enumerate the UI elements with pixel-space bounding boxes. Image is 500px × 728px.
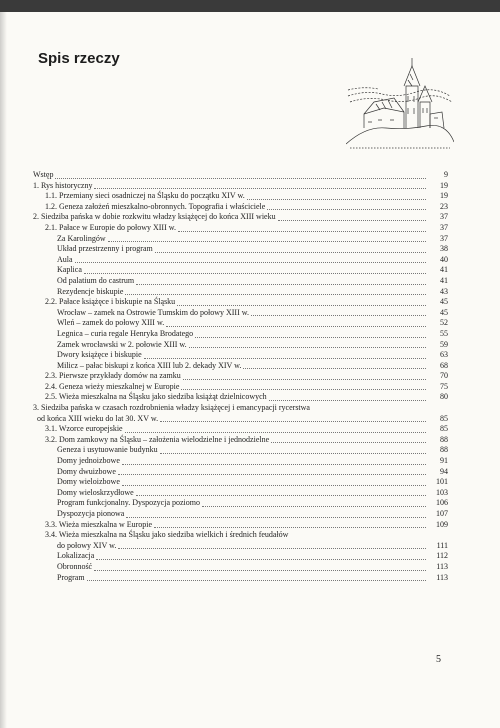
toc-entry[interactable] [33, 435, 448, 446]
toc-entry[interactable] [33, 212, 448, 223]
toc-entry-title: Za Karolingów [33, 234, 108, 245]
toc-entry[interactable] [33, 488, 448, 499]
toc-entry[interactable] [33, 191, 448, 202]
toc-entry-title: Legnica – curia regale Henryka Brodatego [33, 329, 195, 340]
toc-leader-dots [160, 420, 426, 422]
toc-entry-title: do połowy XIV w. [33, 541, 118, 552]
toc-leader-dots [94, 569, 426, 571]
toc-leader-dots [267, 208, 426, 210]
toc-entry-page: 45 [440, 297, 448, 307]
toc-entry-page: 80 [440, 392, 448, 402]
toc-leader-dots [177, 304, 426, 306]
toc-entry-page: 19 [440, 180, 448, 190]
toc-leader-dots [144, 357, 426, 359]
toc-entry[interactable] [33, 361, 448, 372]
toc-leader-dots [84, 272, 426, 274]
toc-entry-title: Milicz – pałac biskupi z końca XIII lub 2. dekady XIV w. [33, 361, 243, 372]
toc-entry[interactable] [33, 445, 448, 456]
toc-entry-page: 37 [440, 233, 448, 243]
toc-entry-page: 43 [440, 286, 448, 296]
toc-entry-title: Lokalizacja [33, 551, 96, 562]
toc-leader-dots [243, 367, 426, 369]
toc-entry-page: 40 [440, 254, 448, 264]
toc-entry-page: 23 [440, 201, 448, 211]
toc-leader-dots [155, 251, 426, 253]
toc-entry-page: 85 [440, 413, 448, 423]
toc-entry-page: 113 [436, 561, 448, 571]
toc-entry[interactable] [33, 202, 448, 213]
toc-entry[interactable] [33, 287, 448, 298]
toc-entry-title: Dyspozycja pionowa [33, 509, 126, 520]
toc-entry-title: Układ przestrzenny i program [33, 244, 155, 255]
toc-leader-dots [55, 177, 426, 179]
toc-entry-page: 112 [436, 551, 448, 561]
toc-entry-title: Wleń – zamek do połowy XIII w. [33, 318, 166, 329]
toc-entry-page: 9 [444, 170, 448, 179]
toc-entry-page: 45 [440, 307, 448, 317]
toc-entry-page: 103 [436, 487, 448, 497]
toc-leader-dots [108, 240, 426, 242]
toc-entry-title: Domy jednoizbowe [33, 456, 122, 467]
toc-entry[interactable] [33, 181, 448, 192]
toc-entry-title: Domy wieloizbowe [33, 477, 122, 488]
toc-entry[interactable] [33, 318, 448, 329]
toc-entry-title: 3.3. Wieża mieszkalna w Europie [33, 520, 154, 531]
toc-entry[interactable] [33, 551, 448, 562]
toc-entry-page: 68 [440, 360, 448, 370]
toc-entry[interactable] [33, 255, 448, 266]
toc-entry-title: 2.2. Pałace książęce i biskupie na Śląsku [33, 297, 177, 308]
toc-entry-page: 37 [440, 212, 448, 222]
toc-entry[interactable] [33, 498, 448, 509]
toc-entry-page: 101 [436, 477, 448, 487]
toc-entry-title: Program funkcjonalny. Dyspozycja poziomo [33, 498, 202, 509]
page-gutter-shadow [0, 12, 7, 728]
toc-entry-title: 1.2. Geneza założeń mieszkalno-obronnych. Topografia i właściciele [33, 202, 267, 213]
toc-entry-page: 59 [440, 339, 448, 349]
toc-entry[interactable] [33, 308, 448, 319]
toc-leader-dots [126, 516, 426, 518]
toc-entry-title: Kaplica [33, 265, 84, 276]
toc-leader-dots [183, 378, 426, 380]
toc-entry[interactable] [33, 467, 448, 478]
toc-entry[interactable] [33, 234, 448, 245]
toc-entry-title: 2.4. Geneza wieży mieszkalnej w Europie [33, 382, 181, 393]
toc-entry-title: Domy dwuizbowe [33, 467, 118, 478]
toc-entry-title: 1. Rys historyczny [33, 180, 93, 190]
toc-leader-dots [251, 314, 426, 316]
toc-entry-title: Wstęp [33, 170, 54, 179]
toc-entry-title: Rezydencje biskupie [33, 287, 125, 298]
toc-entry-page: 88 [440, 445, 448, 455]
page-number: 5 [436, 654, 441, 665]
toc-leader-dots [125, 293, 426, 295]
toc-entry-title: 3.2. Dom zamkowy na Śląsku – założenia wielodzielne i jednodzielne [33, 435, 271, 446]
toc-entry-title: 3.1. Wzorce europejskie [33, 424, 125, 435]
toc-entry-title: Obronność [33, 562, 94, 573]
castle-illustration [346, 56, 454, 150]
table-of-contents [33, 170, 448, 583]
toc-entry-title: 3.4. Wieża mieszkalna na Śląsku jako siedziba wielkich i średnich feudałów [33, 530, 290, 541]
toc-entry[interactable] [33, 329, 448, 340]
toc-entry[interactable] [33, 371, 448, 382]
toc-entry[interactable] [33, 223, 448, 234]
toc-entry-page: 70 [440, 371, 448, 381]
toc-leader-dots [247, 198, 426, 200]
toc-leader-dots [278, 219, 426, 221]
toc-entry-page: 111 [436, 540, 448, 550]
toc-entry[interactable] [33, 392, 448, 403]
toc-entry-page: 94 [440, 466, 448, 476]
toc-leader-dots [136, 494, 426, 496]
toc-entry-page: 109 [436, 519, 448, 529]
toc-entry-title: Geneza i usytuowanie budynku [33, 445, 160, 456]
toc-entry-title: od końca XIII wieku do lat 30. XV w. [33, 414, 160, 425]
toc-leader-dots [122, 484, 426, 486]
toc-entry[interactable] [33, 414, 448, 425]
toc-entry-title: 2.1. Pałace w Europie do połowy XIII w. [33, 223, 178, 234]
toc-leader-dots [87, 579, 426, 581]
toc-entry[interactable] [33, 520, 448, 531]
toc-entry[interactable] [33, 456, 448, 467]
toc-entry[interactable] [33, 562, 448, 573]
toc-leader-dots [271, 441, 426, 443]
toc-entry-title: Od palatium do castrum [33, 276, 136, 287]
page-title: Spis rzeczy [38, 50, 120, 67]
toc-leader-dots [154, 526, 426, 528]
toc-entry[interactable] [33, 297, 448, 308]
toc-leader-dots [290, 538, 426, 539]
toc-entry-page: 41 [440, 265, 448, 275]
toc-entry-page: 106 [436, 498, 448, 508]
toc-entry-title: Zamek wrocławski w 2. połowie XIII w. [33, 340, 189, 351]
toc-entry-title: Wrocław – zamek na Ostrowie Tumskim do połowy XIII w. [33, 308, 251, 319]
toc-entry-page: 107 [436, 509, 448, 518]
toc-entry-page: 37 [440, 222, 448, 232]
toc-leader-dots [75, 261, 426, 263]
toc-entry[interactable] [33, 530, 448, 541]
toc-entry-page: 91 [440, 456, 448, 466]
toc-leader-dots [166, 325, 426, 327]
toc-leader-dots [136, 283, 426, 285]
toc-leader-dots [189, 346, 426, 348]
toc-leader-dots [160, 452, 426, 454]
toc-entry[interactable] [33, 244, 448, 255]
toc-entry-page: 52 [440, 318, 448, 328]
toc-leader-dots [94, 187, 426, 189]
toc-entry-title: 2. Siedziba pańska w dobie rozkwitu władzy książęcej do końca XIII wieku [33, 212, 276, 222]
toc-entry[interactable] [33, 477, 448, 488]
toc-entry-page: 41 [440, 275, 448, 285]
toc-leader-dots [195, 336, 426, 338]
toc-entry[interactable] [33, 403, 448, 414]
toc-leader-dots [202, 505, 426, 507]
toc-entry-page: 19 [440, 191, 448, 201]
toc-entry-title: 2.5. Wieża mieszkalna na Śląsku jako siedziba książąt dzielnicowych [33, 392, 269, 403]
toc-entry-title: Domy wieloskrzydłowe [33, 488, 136, 499]
toc-entry-page: 38 [440, 244, 448, 254]
toc-leader-dots [125, 431, 426, 433]
toc-leader-dots [269, 399, 426, 401]
toc-entry-title: Aula [33, 255, 75, 266]
toc-entry-title: 1.1. Przemiany sieci osadniczej na Śląsku do początku XIV w. [33, 191, 247, 202]
toc-entry-title: 3. Siedziba pańska w czasach rozdrobnienia władzy książęcej i emancypacji rycerstwa [33, 403, 310, 413]
toc-leader-dots [181, 388, 426, 390]
toc-entry-title: Program [33, 573, 87, 584]
toc-entry-page: 85 [440, 424, 448, 434]
toc-leader-dots [312, 411, 426, 412]
toc-entry[interactable] [33, 276, 448, 287]
toc-leader-dots [96, 558, 426, 560]
toc-entry[interactable] [33, 265, 448, 276]
toc-entry-page: 88 [440, 434, 448, 444]
toc-entry-page: 75 [440, 381, 448, 391]
toc-leader-dots [178, 230, 426, 232]
toc-leader-dots [118, 473, 426, 475]
toc-entry-title: Dwory książęce i biskupie [33, 350, 144, 361]
toc-entry[interactable] [33, 509, 448, 520]
toc-entry[interactable] [33, 170, 448, 181]
toc-entry[interactable] [33, 340, 448, 351]
toc-leader-dots [122, 463, 426, 465]
toc-entry-page: 55 [440, 328, 448, 338]
toc-entry[interactable] [33, 350, 448, 361]
toc-entry-page: 113 [436, 572, 448, 582]
toc-entry[interactable] [33, 424, 448, 435]
toc-entry[interactable] [33, 541, 448, 552]
toc-entry[interactable] [33, 382, 448, 393]
toc-entry-page: 63 [440, 350, 448, 360]
toc-leader-dots [118, 547, 426, 549]
toc-entry-title: 2.3. Pierwsze przykłady domów na zamku [33, 371, 183, 382]
toc-entry[interactable] [33, 573, 448, 584]
